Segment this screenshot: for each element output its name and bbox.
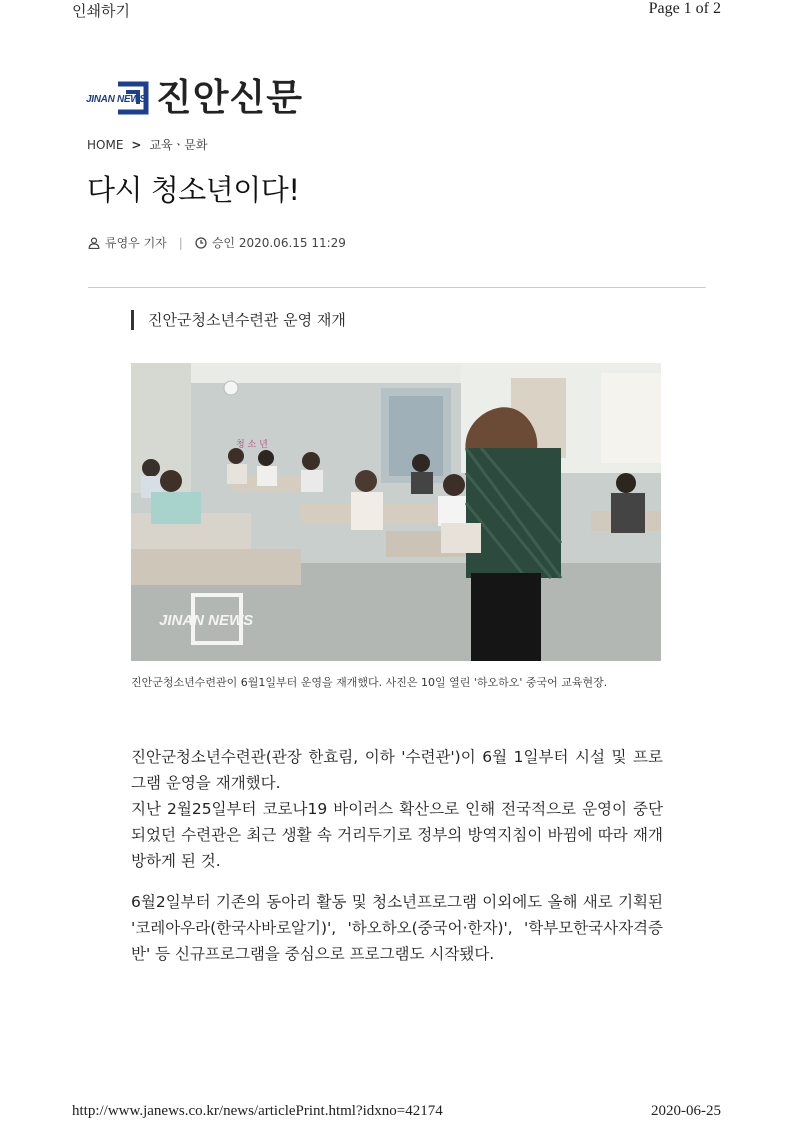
article-subtitle: 진안군청소년수련관 운영 재개 xyxy=(131,310,346,330)
article-meta xyxy=(88,234,346,251)
breadcrumb-home[interactable]: HOME xyxy=(87,138,124,152)
header-divider xyxy=(88,287,706,288)
clock-icon xyxy=(195,237,207,249)
logo-english-text: JINAN NEWS xyxy=(86,94,146,105)
breadcrumb xyxy=(87,136,207,153)
article-body xyxy=(131,744,663,982)
page-number: Page 1 of 2 xyxy=(648,0,721,17)
article-approval-date: 승인 2020.06.15 11:29 xyxy=(211,236,346,250)
svg-text:청 소 년: 청 소 년 xyxy=(236,440,268,450)
article-title: 다시 청소년이다! xyxy=(87,173,300,207)
site-logo[interactable] xyxy=(86,74,346,126)
jinan-news-logo-mark-icon xyxy=(114,80,150,116)
meta-divider: | xyxy=(178,235,183,250)
breadcrumb-separator: > xyxy=(131,138,142,152)
photo-watermark: JINAN NEWS xyxy=(159,612,254,629)
print-link[interactable]: 인쇄하기 xyxy=(72,2,130,20)
print-date: 2020-06-25 xyxy=(651,1103,721,1119)
user-icon xyxy=(88,237,100,249)
logo-korean-text: 진안신문 xyxy=(156,76,303,119)
photo-caption: 진안군청소년수련관이 6월1일부터 운영을 재개했다. 사진은 10일 열린 '하오하오' 중국어 교육현장. xyxy=(131,676,608,689)
article-paragraph-1: 진안군청소년수련관(관장 한효림, 이하 '수련관')이 6월 1일부터 시설 및 프로그램 운영을 재개했다. 지난 2월25일부터 코로나19 바이러스 확산으로 인해 전국적으로 운영이 중단되었던 수련관은 최근 생활 속 거리두기로 정부의 방역지침이 바뀜에 따라 재개방하게 된 것. xyxy=(131,748,663,870)
article-author: 류영우 기자 xyxy=(105,236,167,250)
article-photo xyxy=(131,363,661,661)
classroom-photo-illustration xyxy=(131,363,661,661)
breadcrumb-section[interactable]: 교육ㆍ문화 xyxy=(149,138,208,152)
article-url: http://www.janews.co.kr/news/articlePrint.html?idxno=42174 xyxy=(72,1103,443,1119)
article-paragraph-2: 6월2일부터 기존의 동아리 활동 및 청소년프로그램 이외에도 올해 새로 기획된 '코레아우라(한국사바로알기)', '하오하오(중국어·한자)', '학부모한국사자격증반' 등 신규프로그램을 중심으로 프로그램도 시작됐다. xyxy=(131,893,663,963)
